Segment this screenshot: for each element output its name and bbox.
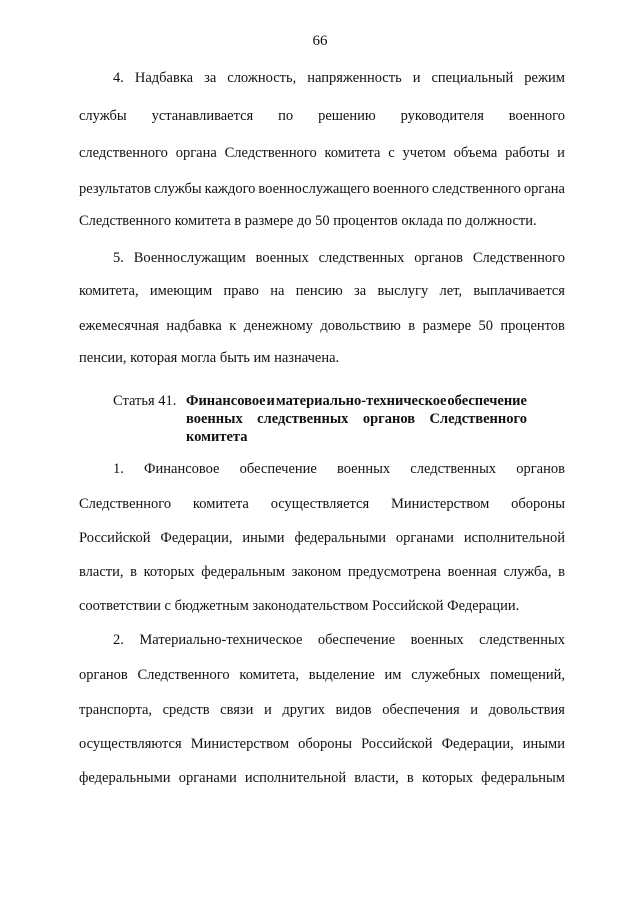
p4-line-3: следственного органа Следственного комитета с учетом объема работы и [79, 145, 565, 161]
page-number: 66 [312, 33, 328, 49]
p4-line-2: службы устанавливается по решению руководителя военного [79, 108, 565, 124]
p2-line-3: транспорта, средств связи и других видов обеспечения и довольствия [79, 702, 565, 718]
p2-line-1: 2. Материально-техническое обеспечение военных следственных [113, 632, 565, 648]
p5-line-2: комитета, имеющим право на пенсию за выслугу лет, выплачивается [79, 283, 565, 299]
p2-line-2: органов Следственного комитета, выделение им служебных помещений, [79, 667, 565, 683]
p1-line-1: 1. Финансовое обеспечение военных следственных органов [113, 461, 565, 477]
p4-line-4: результатов службы каждого военнослужащего военного следственного органа [79, 181, 565, 197]
p4-line-1: 4. Надбавка за сложность, напряженность и специальный режим [113, 70, 565, 86]
article-title-line-1: Финансовое и материально-техническое обеспечение [186, 393, 527, 409]
article-title-line-3: комитета [186, 429, 248, 445]
p5-line-3: ежемесячная надбавка к денежному довольствию в размере 50 процентов [79, 318, 565, 334]
p1-line-2: Следственного комитета осуществляется Министерством обороны [79, 496, 565, 512]
p2-line-5: федеральными органами исполнительной власти, в которых федеральным [79, 770, 565, 786]
p4-line-5: Следственного комитета в размере до 50 процентов оклада по должности. [79, 213, 537, 229]
article-title-line-2: военных следственных органов Следственного [186, 411, 527, 427]
article-label: Статья 41. [113, 393, 177, 409]
p5-line-4: пенсии, которая могла быть им назначена. [79, 350, 340, 366]
p1-line-5: соответствии с бюджетным законодательством Российской Федерации. [79, 598, 520, 614]
p2-line-4: осуществляются Министерством обороны Российской Федерации, иными [79, 736, 565, 752]
p1-line-4: власти, в которых федеральным законом предусмотрена военная служба, в [79, 564, 565, 580]
p1-line-3: Российской Федерации, иными федеральными органами исполнительной [79, 530, 565, 546]
p5-line-1: 5. Военнослужащим военных следственных органов Следственного [113, 250, 565, 266]
